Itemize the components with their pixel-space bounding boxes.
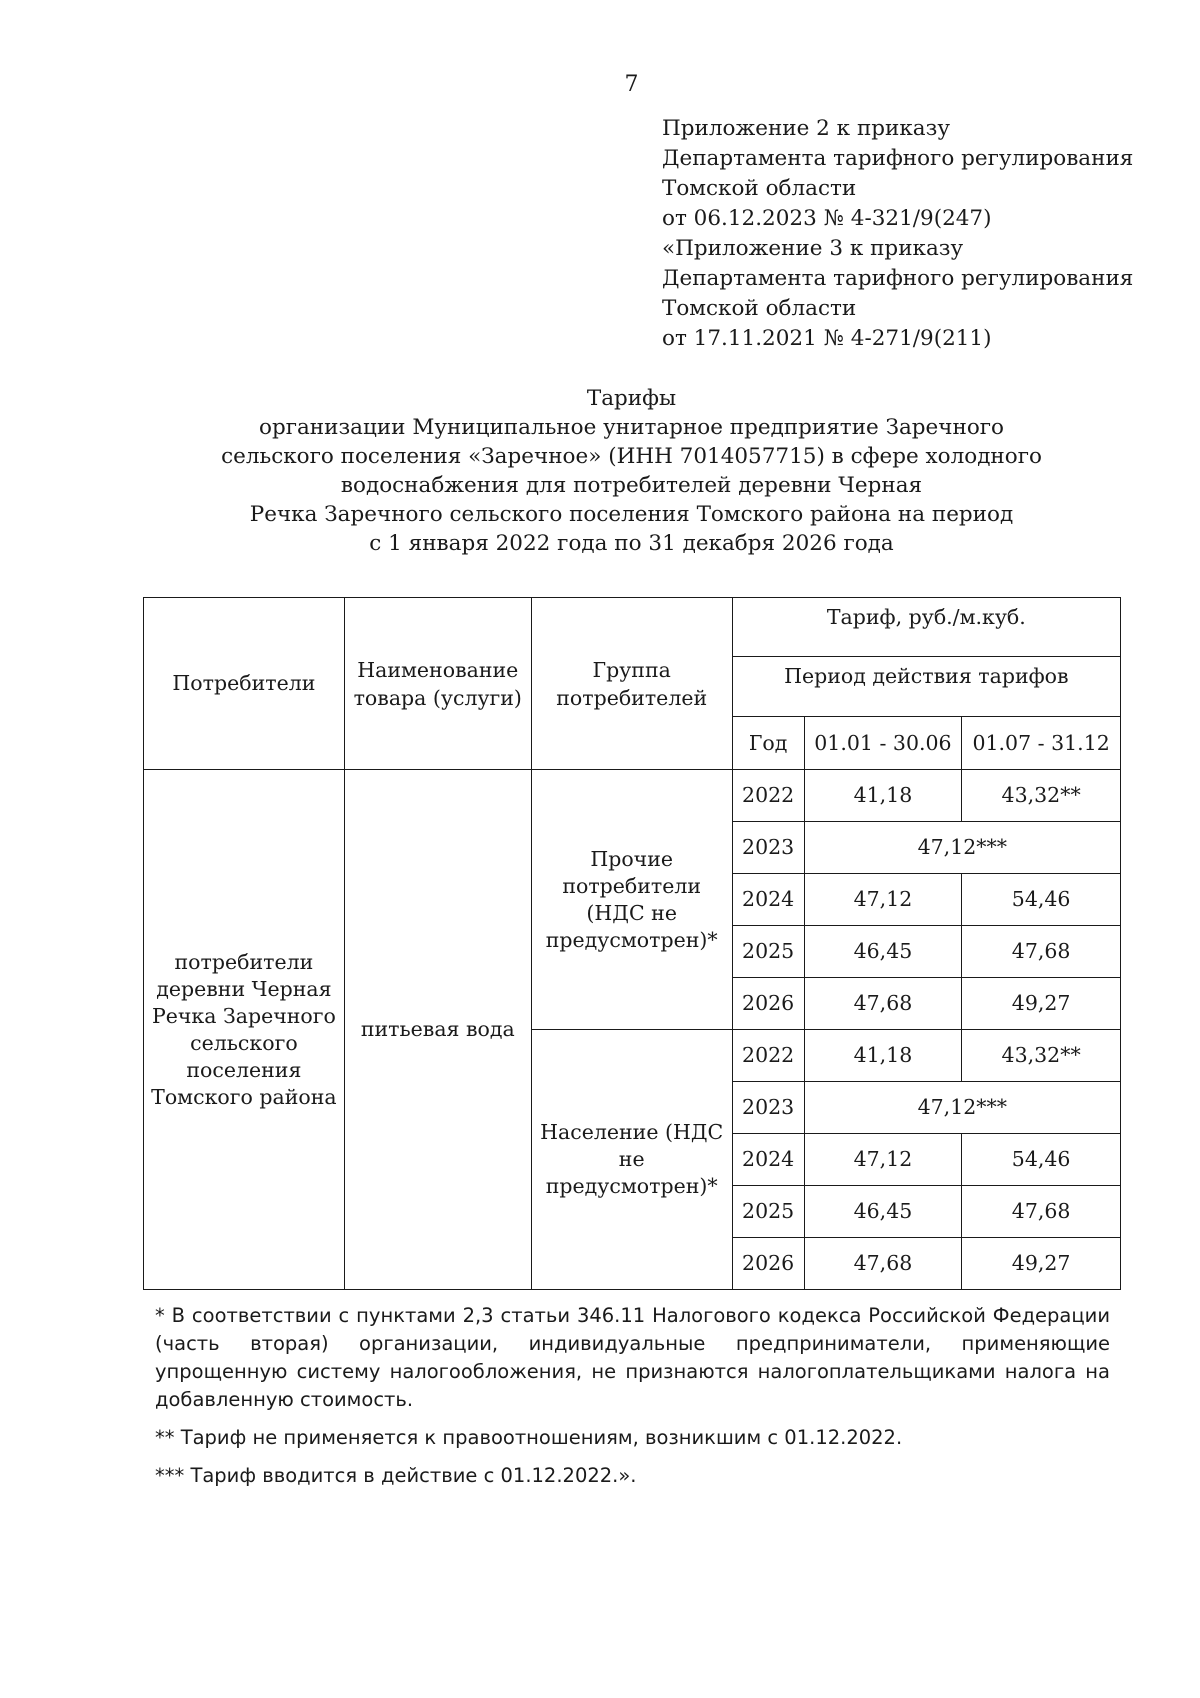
appendix-line: «Приложение 3 к приказу <box>662 236 964 261</box>
footnote-vat: * В соответствии с пунктами 2,3 статьи 346.11 Налогового кодекса Российской Федерации (часть вторая) организации, индивидуальные предприниматели, применяющие упрощенную систему налогообложения, не признаются налогоплательщиками налога на добавленную стоимость. <box>155 1304 1110 1411</box>
tariff-h1-cell: 41,18 <box>804 770 962 822</box>
appendix-line: Томской области <box>662 296 857 321</box>
tariff-h2-cell: 54,46 <box>962 874 1121 926</box>
title-line: Речка Заречного сельского поселения Томского района на период <box>249 502 1014 527</box>
header-tariff: Тариф, руб./м.куб. <box>732 598 1120 657</box>
document-title <box>160 384 1103 558</box>
tariff-h2-cell: 43,32** <box>962 770 1121 822</box>
tariff-h1-cell: 46,45 <box>804 926 962 978</box>
group-cell: Население (НДС не предусмотрен)* <box>531 1030 732 1290</box>
title-line: водоснабжения для потребителей деревни Черная <box>340 473 923 498</box>
year-cell: 2024 <box>732 874 804 926</box>
header-half2: 01.07 - 31.12 <box>962 717 1121 770</box>
appendix-line: Департамента тарифного регулирования <box>662 146 1134 171</box>
appendix-line: от 06.12.2023 № 4-321/9(247) <box>662 206 992 231</box>
tariff-h1-cell: 46,45 <box>804 1186 962 1238</box>
consumer-cell: потребители деревни Черная Речка Заречного сельского поселения Томского района <box>144 770 345 1290</box>
group-cell: Прочие потребители (НДС не предусмотрен)* <box>531 770 732 1030</box>
tariff-h1-cell: 41,18 <box>804 1030 962 1082</box>
header-group: Группа потребителей <box>531 598 732 770</box>
product-cell: питьевая вода <box>344 770 531 1290</box>
year-cell: 2025 <box>732 1186 804 1238</box>
tariff-h1-cell: 47,68 <box>804 978 962 1030</box>
tariff-h2-cell: 49,27 <box>962 1238 1121 1290</box>
year-cell: 2022 <box>732 770 804 822</box>
tariff-merged-cell: 47,12*** <box>804 822 1120 874</box>
year-cell: 2026 <box>732 1238 804 1290</box>
tariff-table <box>143 597 1121 1290</box>
title-line: с 1 января 2022 года по 31 декабря 2026 года <box>369 531 894 556</box>
year-cell: 2024 <box>732 1134 804 1186</box>
page-number: 7 <box>624 72 639 97</box>
tariff-h1-cell: 47,12 <box>804 1134 962 1186</box>
header-period: Период действия тарифов <box>732 657 1120 717</box>
tariff-merged-cell: 47,12*** <box>804 1082 1120 1134</box>
tariff-h2-cell: 47,68 <box>962 926 1121 978</box>
header-consumers: Потребители <box>144 598 345 770</box>
title-line: сельского поселения «Заречное» (ИНН 7014057715) в сфере холодного <box>221 444 1042 469</box>
tariff-h2-cell: 43,32** <box>962 1030 1121 1082</box>
tariff-h2-cell: 47,68 <box>962 1186 1121 1238</box>
footnote-double-star: ** Тариф не применяется к правоотношениям, возникшим с 01.12.2022. <box>155 1426 903 1449</box>
year-cell: 2023 <box>732 1082 804 1134</box>
appendix-line: Департамента тарифного регулирования <box>662 266 1134 291</box>
title-line: организации Муниципальное унитарное предприятие Заречного <box>259 415 1004 440</box>
year-cell: 2022 <box>732 1030 804 1082</box>
tariff-h1-cell: 47,12 <box>804 874 962 926</box>
year-cell: 2025 <box>732 926 804 978</box>
appendix-line: Томской области <box>662 176 857 201</box>
footnote-triple-star: *** Тариф вводится в действие с 01.12.2022.». <box>155 1464 637 1487</box>
header-year: Год <box>732 717 804 770</box>
tariff-h2-cell: 54,46 <box>962 1134 1121 1186</box>
footnotes <box>155 1302 1110 1500</box>
appendix-line: от 17.11.2021 № 4-271/9(211) <box>662 326 992 351</box>
appendix-line: Приложение 2 к приказу <box>662 116 951 141</box>
tariff-h1-cell: 47,68 <box>804 1238 962 1290</box>
year-cell: 2023 <box>732 822 804 874</box>
tariff-h2-cell: 49,27 <box>962 978 1121 1030</box>
title-line: Тарифы <box>586 386 677 411</box>
header-product: Наименование товара (услуги) <box>344 598 531 770</box>
appendix-reference <box>662 114 1133 354</box>
header-half1: 01.01 - 30.06 <box>804 717 962 770</box>
year-cell: 2026 <box>732 978 804 1030</box>
